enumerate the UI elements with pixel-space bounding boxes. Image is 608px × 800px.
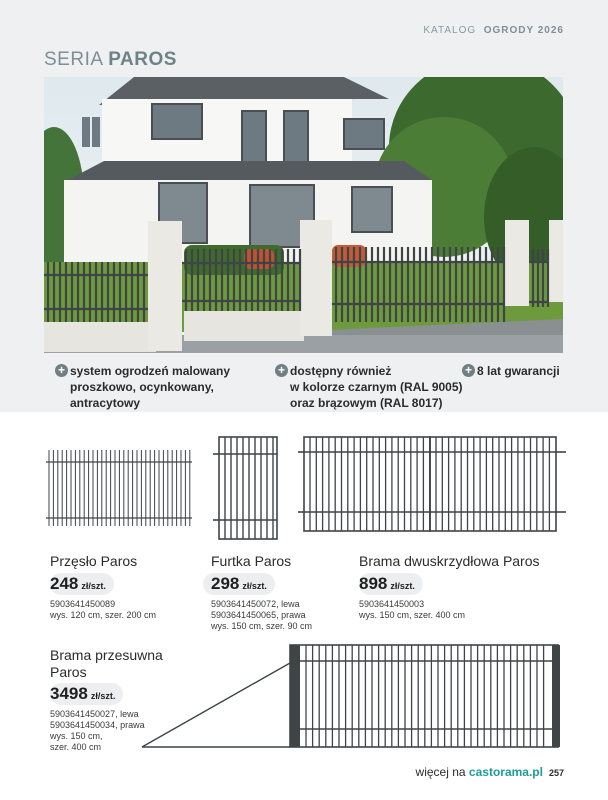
- catalog-label: KATALOG: [423, 25, 477, 36]
- series-prefix: SERIA: [44, 49, 103, 70]
- product-specs: [211, 599, 312, 632]
- spec-line: wys. 150 cm,: [50, 731, 103, 741]
- price-value: 298: [211, 574, 240, 593]
- spec-line: 5903641450034, prawa: [50, 720, 145, 730]
- price-value: 248: [50, 574, 79, 593]
- spec-line: 5903641450003: [359, 599, 425, 609]
- product-name-line: Paros: [50, 664, 87, 680]
- price-tag: [50, 573, 114, 595]
- spec-line: 5903641450065, prawa: [211, 610, 306, 620]
- product-photo: [44, 77, 563, 353]
- product-name: Furtka Paros: [211, 553, 292, 569]
- product-name-line: Brama przesuwna: [50, 647, 163, 663]
- panel-drawing: [44, 448, 194, 528]
- product-specs: [50, 709, 145, 753]
- price-unit: zł/szt.: [90, 691, 116, 701]
- product-name: [50, 647, 163, 681]
- product-specs: [359, 599, 465, 621]
- product-name: Brama dwuskrzydłowa Paros: [359, 553, 540, 569]
- spec-line: wys. 150 cm, szer. 400 cm: [359, 610, 466, 620]
- gate-drawing: [213, 434, 283, 542]
- product-specs: [50, 599, 156, 621]
- page-number: 257: [548, 768, 564, 778]
- feature-colors-line-1: dostępny również: [290, 364, 392, 378]
- spec-line: szer. 400 cm: [50, 742, 102, 752]
- plus-icon: +: [275, 364, 288, 377]
- footer: [416, 765, 564, 779]
- price-unit: zł/szt.: [242, 581, 267, 591]
- catalog-title: OGRODY 2026: [483, 25, 564, 36]
- catalog-header: [423, 25, 564, 36]
- price-tag: [203, 573, 275, 595]
- feature-colors-line-2: w kolorze czarnym (RAL 9005): [290, 380, 463, 394]
- feature-coating: [55, 363, 275, 411]
- spec-line: 5903641450072, lewa: [211, 599, 300, 609]
- feature-coating-line-2: proszkowo, ocynkowany, antracytowy: [70, 380, 214, 410]
- spec-line: wys. 120 cm, szer. 200 cm: [50, 610, 157, 620]
- series-name: PAROS: [108, 49, 177, 70]
- price-value: 3498: [50, 684, 88, 703]
- feature-colors: [275, 363, 465, 411]
- price-tag: [50, 683, 123, 705]
- feature-warranty: [462, 363, 572, 379]
- spec-line: 5903641450027, lewa: [50, 709, 139, 719]
- feature-colors-line-3: oraz brązowym (RAL 8017): [290, 396, 443, 410]
- spec-line: wys. 150 cm, szer. 90 cm: [211, 621, 313, 631]
- plus-icon: +: [462, 364, 475, 377]
- price-unit: zł/szt.: [81, 581, 106, 591]
- product-name: Przęsło Paros: [50, 553, 138, 569]
- price-value: 898: [359, 574, 388, 593]
- plus-icon: +: [55, 364, 68, 377]
- price-unit: zł/szt.: [390, 581, 415, 591]
- feature-coating-line-1: system ogrodzeń malowany: [70, 364, 231, 378]
- feature-warranty-text: 8 lat gwarancji: [477, 364, 560, 378]
- price-tag: [359, 573, 423, 595]
- sliding-gate-drawing: [140, 643, 568, 751]
- website-link[interactable]: castorama.pl: [468, 765, 543, 779]
- footer-prefix: więcej na: [415, 765, 469, 779]
- double-gate-drawing: [298, 434, 570, 534]
- series-title: [44, 49, 177, 71]
- spec-line: 5903641450089: [50, 599, 116, 609]
